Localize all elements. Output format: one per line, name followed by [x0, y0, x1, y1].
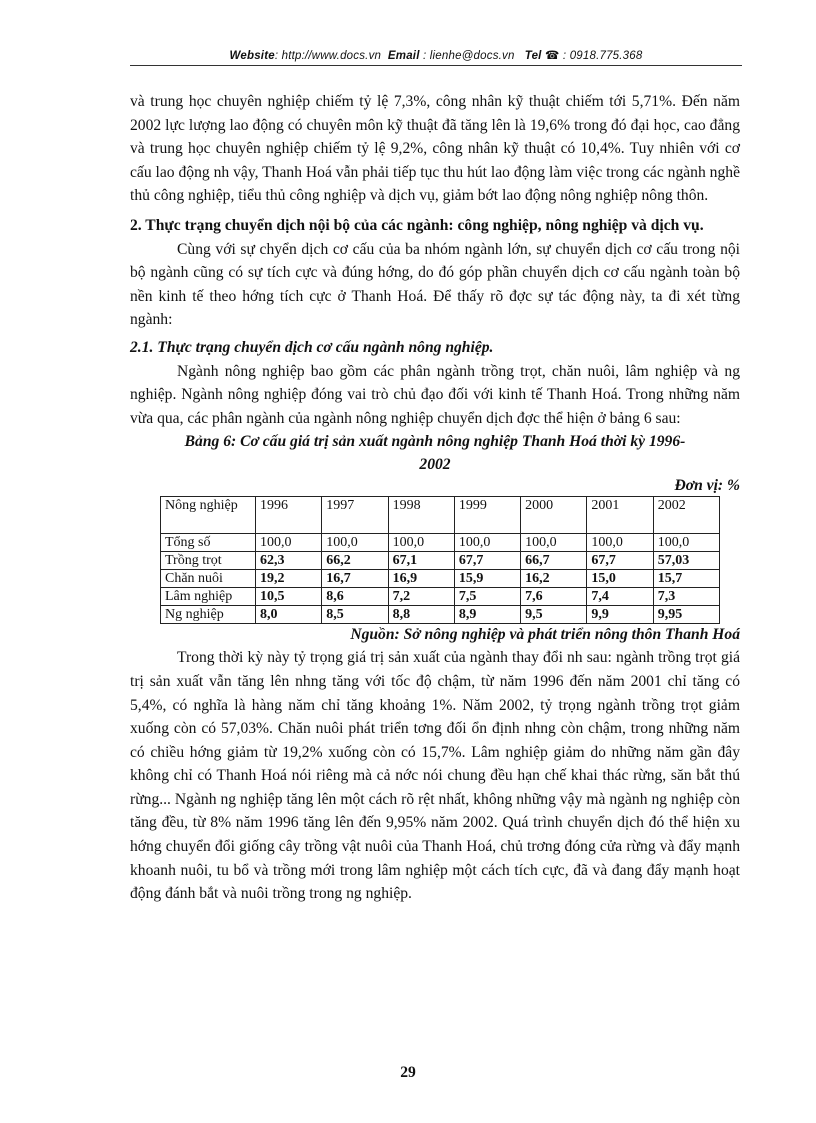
tel-value: ☎ : 0918.775.368 [544, 50, 643, 62]
value-cell: 15,7 [653, 570, 719, 588]
value-cell: 16,7 [322, 570, 388, 588]
year-cell: 1999 [454, 497, 520, 534]
year-cell: 2002 [653, 497, 719, 534]
value-cell: 100,0 [256, 534, 322, 552]
value-cell: 8,0 [256, 606, 322, 624]
page-number: 29 [400, 1064, 416, 1081]
table-header-row [161, 497, 720, 534]
value-cell: 9,9 [587, 606, 653, 624]
value-cell: 100,0 [322, 534, 388, 552]
year-cell: 1997 [322, 497, 388, 534]
row-label: Chăn nuôi [161, 570, 256, 588]
value-cell: 9,95 [653, 606, 719, 624]
subsection-heading-2-1: 2.1. Thực trạng chuyển dịch cơ cấu ngành nông nghiệp. [130, 338, 494, 356]
value-cell: 16,2 [521, 570, 587, 588]
email-value: : lienhe@docs.vn [423, 50, 515, 62]
year-cell: 2000 [521, 497, 587, 534]
value-cell: 100,0 [521, 534, 587, 552]
value-cell: 66,2 [322, 552, 388, 570]
value-cell: 100,0 [653, 534, 719, 552]
section-heading-2: 2. Thực trạng chuyển dịch nội bộ của các ngành: công nghiệp, nông nghiệp và dịch vụ. [130, 216, 704, 234]
website-label: Website [229, 50, 275, 62]
value-cell: 100,0 [454, 534, 520, 552]
value-cell: 8,9 [454, 606, 520, 624]
value-cell: 100,0 [388, 534, 454, 552]
value-cell: 67,7 [454, 552, 520, 570]
value-cell: 66,7 [521, 552, 587, 570]
value-cell: 7,2 [388, 588, 454, 606]
value-cell: 100,0 [587, 534, 653, 552]
row-label: Lâm nghiệp [161, 588, 256, 606]
value-cell: 9,5 [521, 606, 587, 624]
value-cell: 8,5 [322, 606, 388, 624]
table-caption: Bảng 6: Cơ cấu giá trị sản xuất ngành nông nghiệp Thanh Hoá thời kỳ 1996-2002 [184, 433, 686, 474]
paragraph-labour: và trung học chuyên nghiệp chiếm tỷ lệ 7,3%, công nhân kỹ thuật chiếm tới 5,71%. Đến năm 2002 lực lượng lao động có chuyên môn kỹ thuật đã tăng lên là 19,6% trong đó đại học, cao đẳng và trung học chuyên nghiệp chiếm tỷ lệ 9,2%, công nhân kỹ thuật có 10,4%. Tuy nhiên với cơ cấu lao động nh vậy, Thanh Hoá vẫn phải tiếp tục thu hút lao động làm việc trong các ngành nghề thủ công nghiệp, tiểu thủ công nghiệp và dịch vụ, giảm bớt lao động nông nghiệp nông thôn. [130, 93, 740, 205]
agriculture-structure-table [160, 496, 720, 624]
header-divider [130, 65, 742, 66]
row-label: Tổng số [161, 534, 256, 552]
value-cell: 10,5 [256, 588, 322, 606]
value-cell: 8,8 [388, 606, 454, 624]
email-label: Email [387, 50, 420, 62]
paragraph-intro: Cùng với sự chyển dịch cơ cấu của ba nhóm ngành lớn, sự chuyển dịch cơ cấu trong nội bộ ngành cũng có sự tích cực và đúng hớng, do đó góp phần chuyển dịch cơ cấu ngành toàn bộ nền kinh tế theo hớng tích cực ở Thanh Hoá. Để thấy rõ đợc sự tác động này, ta đi xét từng ngành: [130, 240, 740, 329]
table-row [161, 570, 720, 588]
row-label: Ng nghiệp [161, 606, 256, 624]
table-row [161, 552, 720, 570]
page-content [130, 90, 740, 906]
value-cell: 67,7 [587, 552, 653, 570]
value-cell: 67,1 [388, 552, 454, 570]
website-value: : http://www.docs.vn [274, 50, 382, 62]
table-row [161, 534, 720, 552]
year-cell: 1998 [388, 497, 454, 534]
table-source: Nguồn: Sở nông nghiệp và phát triển nông thôn Thanh Hoá [350, 626, 740, 644]
year-cell: 1996 [256, 497, 322, 534]
value-cell: 15,0 [587, 570, 653, 588]
year-cell: 2001 [587, 497, 653, 534]
paragraph-analysis: Trong thời kỳ này tỷ trọng giá trị sản xuất của ngành thay đổi nh sau: ngành trồng trọt giá trị sản xuất vẫn tăng lên nhng tăng với tốc độ chậm, từ năm 1996 đến năm 2001 chỉ tăng có 5,4%, có nghĩa là hàng năm chỉ tăng khoảng 1%. Năm 2002, tỷ trọng ngành trồng trọt giảm xuống còn có 57,03%. Chăn nuôi phát triển tơng đối ổn định nhng còn chậm, trong những năm có chiều hớng giảm từ 19,2% xuống còn có 15,7%. Lâm nghiệp giảm do những năm gần đây không chỉ có Thanh Hoá nói riêng mà cả nớc nói chung đều hạn chế khai thác rừng, săn bắt thú rừng... Ngành ng nghiệp tăng lên một cách rõ rệt nhất, không những vậy mà ngành ng nghiệp còn tăng đều, từ 8% năm 1996 tăng lên đến 9,95% năm 2002. Quá trình chuyển dịch đó thể hiện xu hớng chuyển đổi giống cây trồng vật nuôi của Thanh Hoá, chủ trơng đóng cửa rừng và đẩy mạnh khoanh nuôi, tu bổ và trồng mới trong lâm nghiệp một cách tích cực, đã và đang đẩy mạnh hoạt động đánh bắt và nuôi trồng trong ng nghiệp. [130, 649, 740, 903]
value-cell: 57,03 [653, 552, 719, 570]
page-header [130, 48, 742, 62]
value-cell: 7,6 [521, 588, 587, 606]
value-cell: 8,6 [322, 588, 388, 606]
row-label: Trồng trọt [161, 552, 256, 570]
value-cell: 19,2 [256, 570, 322, 588]
value-cell: 15,9 [454, 570, 520, 588]
value-cell: 7,4 [587, 588, 653, 606]
value-cell: 16,9 [388, 570, 454, 588]
value-cell: 62,3 [256, 552, 322, 570]
value-cell: 7,3 [653, 588, 719, 606]
table-row [161, 588, 720, 606]
table-unit: Đơn vị: % [674, 477, 740, 495]
table-header-label: Nông nghiệp [161, 497, 256, 534]
paragraph-agriculture: Ngành nông nghiệp bao gồm các phân ngành trồng trọt, chăn nuôi, lâm nghiệp và ng nghiệp. Ngành nông nghiệp đóng vai trò chủ đạo đối với kinh tế Thanh Hoá. Trong những năm vừa qua, các phân ngành của ngành nông nghiệp chuyển dịch đợc thể hiện ở bảng 6 sau: [130, 362, 740, 427]
value-cell: 7,5 [454, 588, 520, 606]
table-row [161, 606, 720, 624]
tel-label: Tel [524, 50, 542, 62]
